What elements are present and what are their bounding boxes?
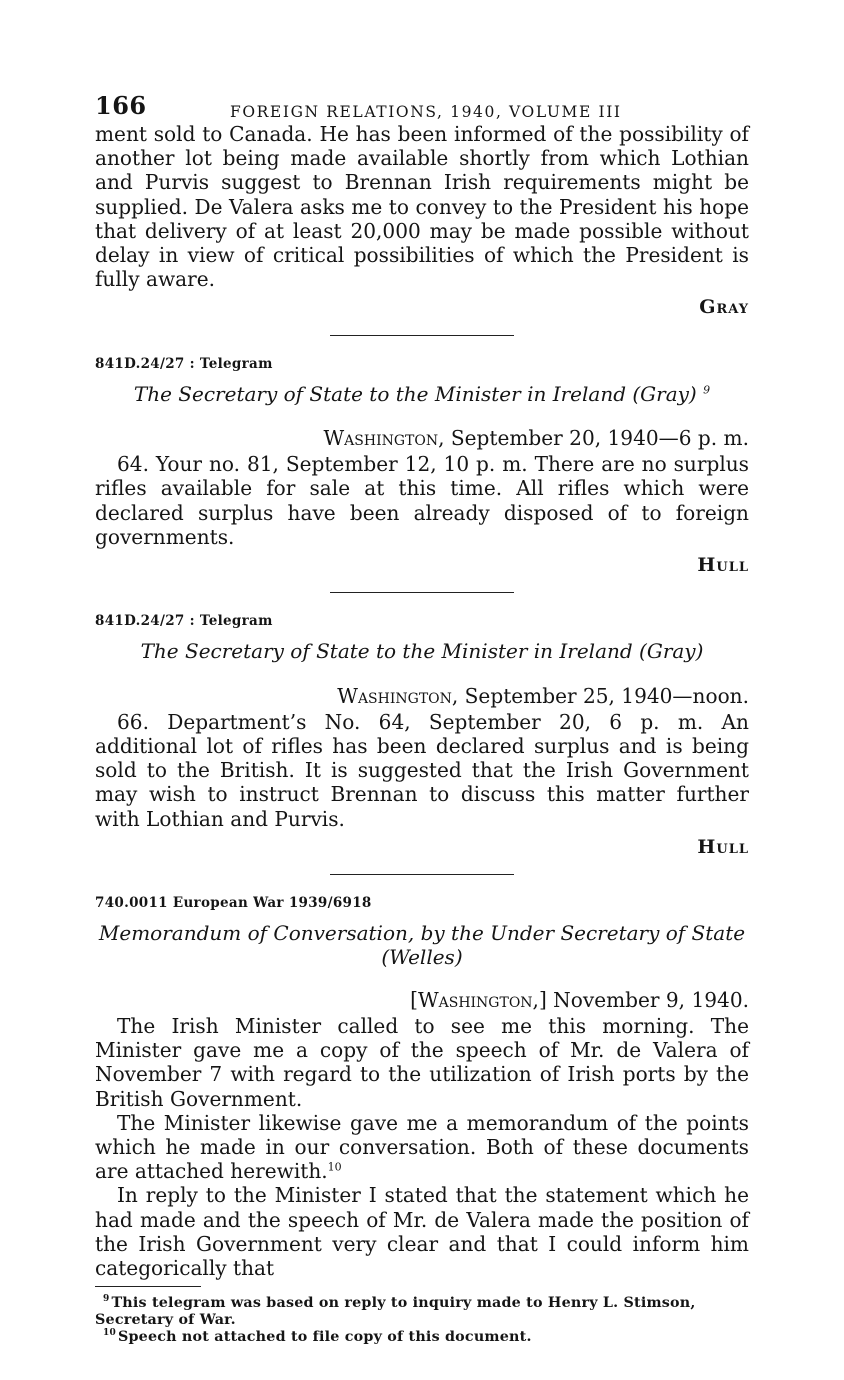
document-title <box>95 921 749 969</box>
document-title-line-1: Memorandum of Conversation, by the Under Secretary of State <box>98 921 746 946</box>
signature-gray: Gray <box>699 296 749 319</box>
dateline-date: September 25, 1940—noon. <box>458 683 749 708</box>
footnote <box>95 1329 749 1346</box>
continued-paragraph: ment sold to Canada. He has been informed of the possibility of another lot being made available shortly from which Lothian and Purvis suggest to Brennan Irish requirements might be supplied. De Valera asks me to convey to the President his hope that delivery of at least 20,000 may be made possible without delay in view of critical possibilities of which the President is fully aware. <box>95 122 749 292</box>
footnote-divider <box>95 1286 201 1287</box>
signature-hull: Hull <box>697 554 749 577</box>
footnote-mark: 10 <box>327 1160 342 1174</box>
memo-paragraph-text: The Minister likewise gave me a memorandum of the points which he made in our conversation. Both of these documents are attached herewith. <box>95 1110 749 1184</box>
dateline <box>95 988 749 1012</box>
dateline <box>95 684 749 708</box>
file-reference: 740.0011 European War 1939/6918 <box>95 895 372 912</box>
document-page <box>95 92 749 1346</box>
file-reference: 841D.24/27 : Telegram <box>95 613 273 630</box>
section-divider <box>330 592 514 593</box>
document-title <box>95 382 749 406</box>
footnote-text: This telegram was based on reply to inquiry made to Henry L. Stimson, Secretary of War. <box>95 1295 696 1329</box>
dateline-bracket: [ <box>410 987 418 1012</box>
dateline-place: Washington, <box>323 426 445 451</box>
document-title-line-2: (Welles) <box>381 945 463 970</box>
memorandum-section <box>95 891 749 1280</box>
footnote-mark: 9 <box>103 1294 110 1305</box>
page-number: 166 <box>95 91 147 120</box>
memo-paragraph: In reply to the Minister I stated that the statement which he had made and the speech of Mr. de Valera made the position of the Irish Government very clear and that I could inform him categorically that <box>95 1183 749 1280</box>
section-divider <box>330 335 514 336</box>
telegram-body: 64. Your no. 81, September 12, 10 p. m. There are no surplus rifles available for sale at this time. All rifles which were declared surplus have been already disposed of to foreign governments. <box>95 452 749 549</box>
signature-hull: Hull <box>697 835 749 858</box>
footnote-mark: 10 <box>103 1328 116 1339</box>
document-title: The Secretary of State to the Minister in Ireland (Gray) <box>140 639 704 664</box>
dateline-place: Washington, <box>337 683 459 708</box>
footnote <box>95 1295 749 1329</box>
telegram-body: 66. Department’s No. 64, September 20, 6 p. m. An additional lot of rifles has been declared surplus and is being sold to the British. It is suggested that the Irish Government may wish to instruct Brennan to discuss this matter further with Lothian and Purvis. <box>95 709 749 831</box>
document-title-text: The Secretary of State to the Minister in Ireland (Gray) <box>133 381 697 406</box>
running-head <box>95 92 749 122</box>
dateline-date: September 20, 1940—6 p. m. <box>444 426 749 451</box>
footnote-text: Speech not attached to file copy of this document. <box>117 1329 532 1346</box>
telegram-section <box>95 352 749 578</box>
telegram-section <box>95 609 749 859</box>
running-title: FOREIGN RELATIONS, 1940, VOLUME III <box>230 103 622 121</box>
dateline-date: ] November 9, 1940. <box>538 987 749 1012</box>
dateline <box>95 426 749 450</box>
footnote-mark: 9 <box>703 383 711 397</box>
section-divider <box>330 874 514 875</box>
memo-paragraph: The Irish Minister called to see me this morning. The Minister gave me a copy of the speech of Mr. de Valera of November 7 with regard to the utilization of Irish ports by the British Government. <box>95 1013 749 1111</box>
dateline-place: Washington, <box>417 987 539 1012</box>
memo-paragraph <box>95 1111 749 1184</box>
file-reference: 841D.24/27 : Telegram <box>95 355 273 372</box>
